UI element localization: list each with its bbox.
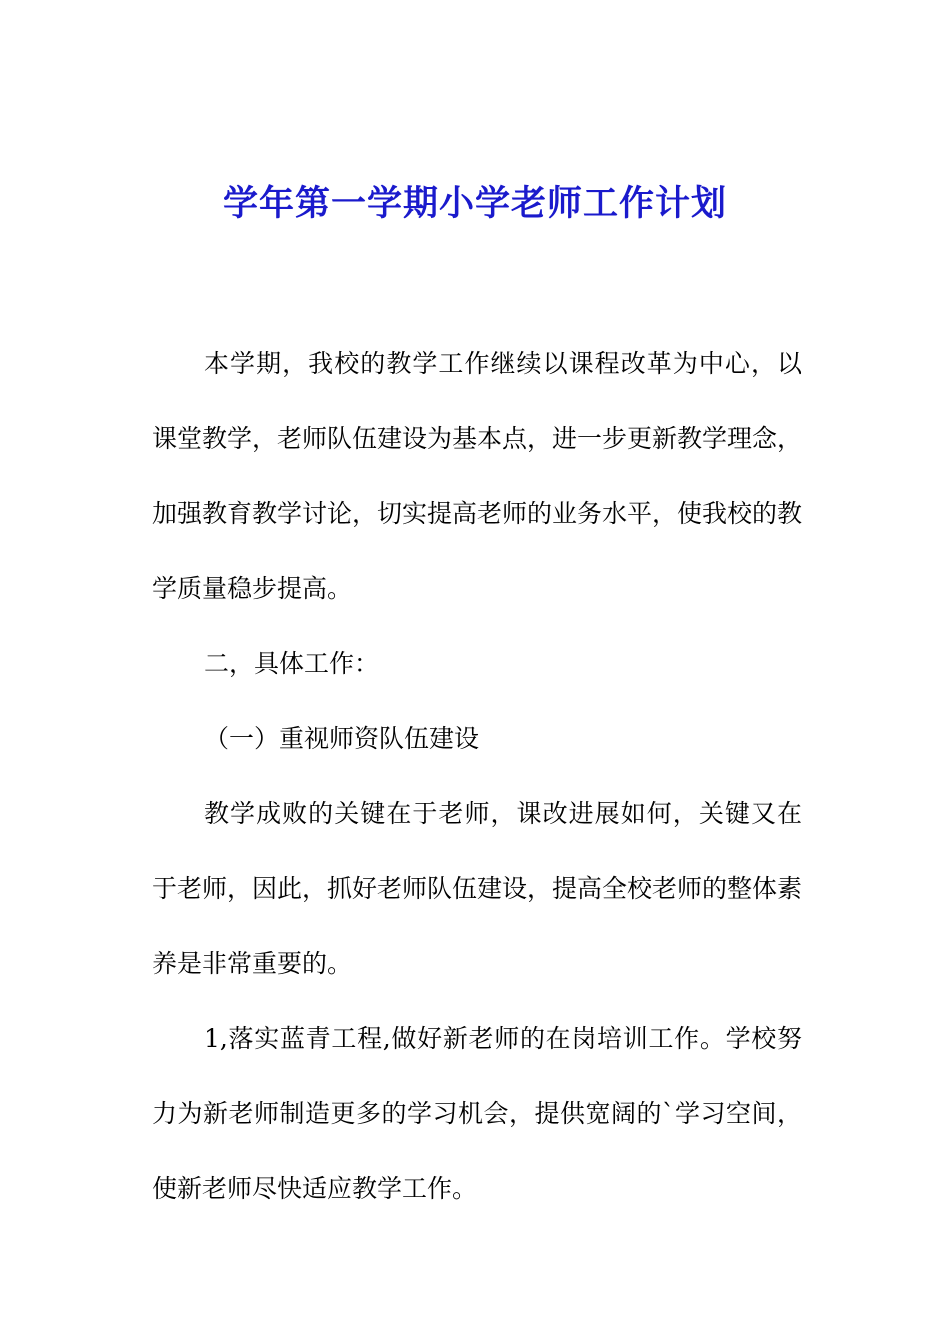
document-body <box>152 326 802 1226</box>
paragraph-new-teacher-training: 1,落实蓝青工程,做好新老师的在岗培训工作。学校努力为新老师制造更多的学习机会，提供宽阔的`学习空间，使新老师尽快适应教学工作。 <box>152 1024 802 1203</box>
paragraph-section-heading: 二，具体工作： <box>204 649 380 678</box>
paragraph-teacher-importance: 教学成败的关键在于老师，课改进展如何，关键又在于老师，因此，抓好老师队伍建设，提高全校老师的整体素养是非常重要的。 <box>152 799 803 978</box>
paragraph-subsection-heading: （一）重视师资队伍建设 <box>204 724 480 753</box>
document-title: 学年第一学期小学老师工作计划 <box>222 183 727 224</box>
paragraph-intro: 本学期，我校的教学工作继续以课程改革为中心，以课堂教学，老师队伍建设为基本点，进一步更新教学理念，加强教育教学讨论，切实提高老师的业务水平，使我校的教学质量稳步提高。 <box>152 349 803 603</box>
